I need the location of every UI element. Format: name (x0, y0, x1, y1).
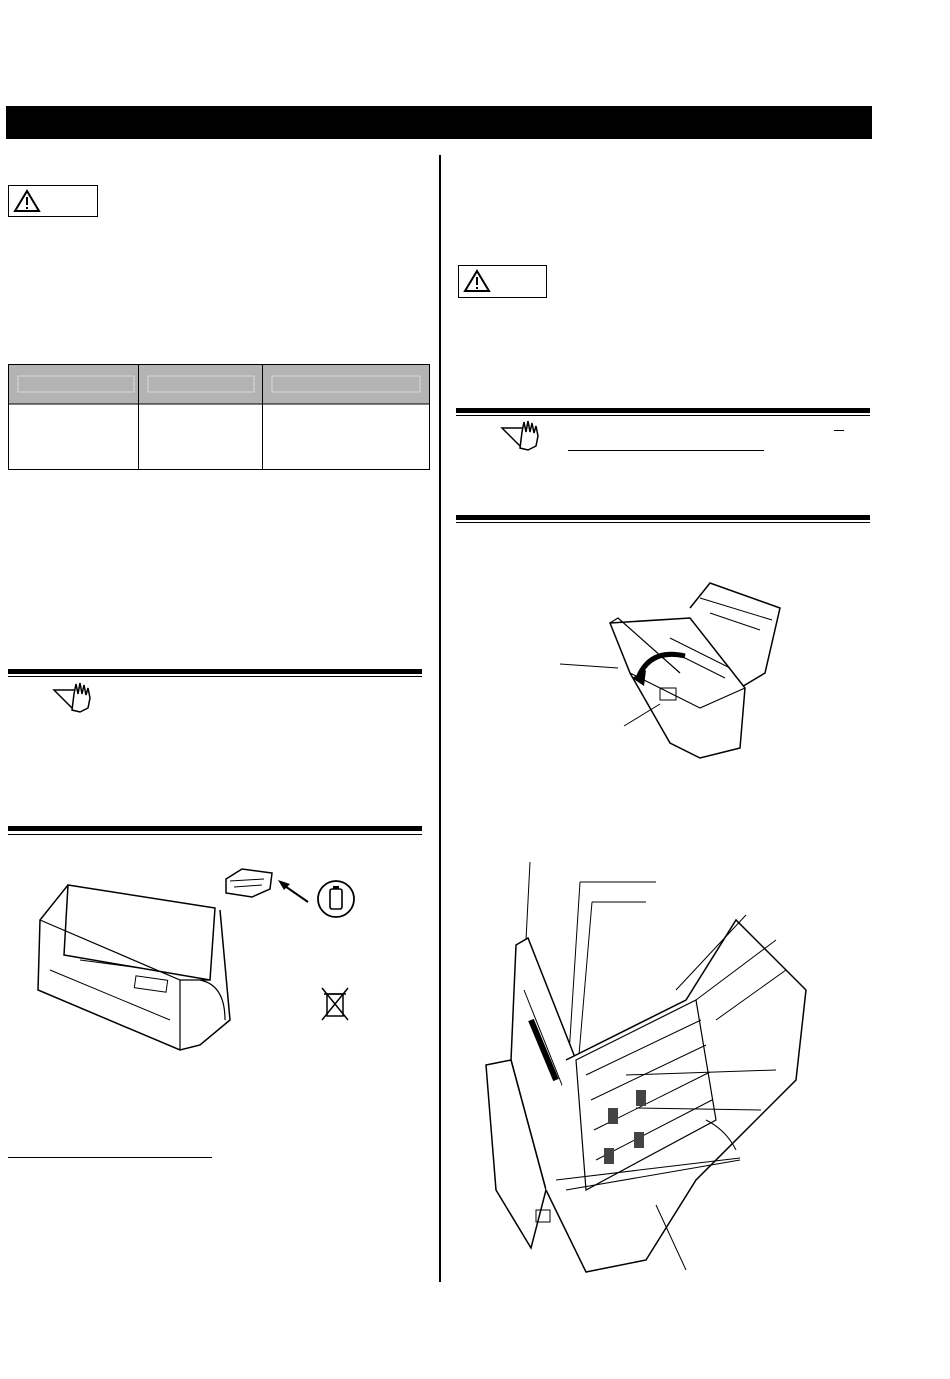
section-rule-left-thin (8, 834, 422, 835)
hint-rule-right-thin (456, 415, 870, 416)
hint-dash (834, 430, 844, 431)
pad-unit-icon (222, 865, 282, 901)
section-rule-right-thin (456, 522, 870, 523)
hint-rule-top-thin (8, 676, 422, 677)
scanner-front-icon (20, 860, 240, 1060)
data-table (8, 364, 430, 470)
hint-hand-icon (52, 680, 96, 714)
section-rule-right (456, 515, 870, 520)
battery-symbol-icon (316, 878, 356, 920)
hint-rule-top (8, 669, 422, 674)
footnote-rule (8, 1157, 212, 1158)
header-bar (6, 106, 872, 139)
caution-triangle-icon (463, 269, 491, 293)
scanner-open-cover-icon (560, 578, 790, 768)
column-divider (439, 155, 441, 1282)
caution-label-box-right (458, 265, 547, 298)
hint-hand-icon (500, 418, 544, 452)
hint-link-underline (568, 450, 764, 451)
caution-label-box (8, 185, 98, 217)
scanner-interior-icon (476, 860, 826, 1280)
hint-rule-right (456, 408, 870, 413)
arrow-icon (276, 878, 312, 906)
caution-triangle-icon (13, 189, 41, 213)
section-rule-left (8, 826, 422, 831)
crossed-bin-icon (318, 986, 352, 1022)
